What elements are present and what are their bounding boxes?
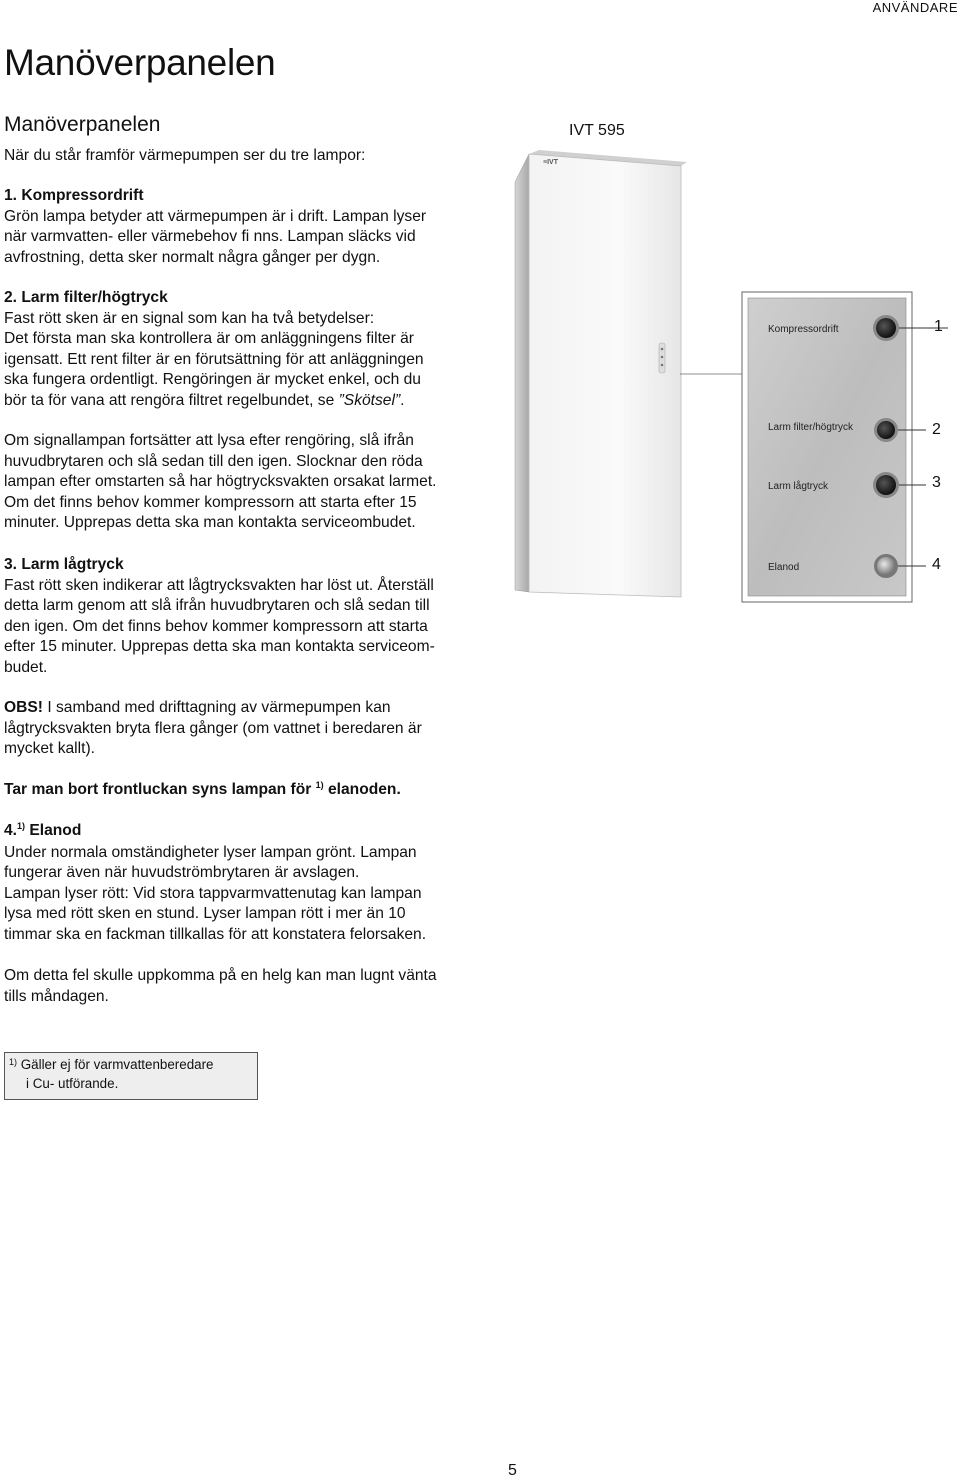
- item-heading: 2. Larm filter/högtryck: [4, 289, 168, 306]
- intro-text: [4, 146, 484, 167]
- item-larm-filter: [4, 288, 484, 412]
- front-note-line: [4, 780, 484, 802]
- section-heading: Manöverpanelen: [4, 113, 161, 136]
- item-line: detta larm genom att slå ifrån huvudbrytaren och slå sedan till: [4, 597, 430, 615]
- item-line: budet.: [4, 658, 48, 676]
- callout-1: 1: [934, 318, 943, 335]
- item-line: Det första man ska kontrollera är om anläggningens filter är: [4, 330, 414, 348]
- lamp-dot-icon: [661, 364, 664, 367]
- footnote-line: [9, 1056, 253, 1075]
- obs-line: mycket kallt).: [4, 740, 95, 758]
- item-larm-filter-para2: [4, 431, 484, 534]
- footnote-marker: 1): [9, 1057, 18, 1067]
- item-line: timmar ska en fackman tillkallas för att konstatera felorsaken.: [4, 925, 427, 943]
- item-line: när varmvatten- eller värmebehov fi nns. Lampan släcks vid: [4, 228, 416, 246]
- item-line: Fast rött sken indikerar att lågtrycksvakten har löst ut. Återställ: [4, 576, 434, 594]
- item-larm-lagtryck: [4, 555, 484, 679]
- item-line: Om signallampan fortsätter att lysa efter rengöring, slå ifrån: [4, 432, 414, 449]
- panel-label-larm-lagtryck: Larm lågtryck: [768, 481, 829, 492]
- item-elanod: [4, 821, 484, 946]
- heat-pump-illustration: [505, 140, 695, 610]
- callout-3: 3: [932, 474, 941, 491]
- obs-text: I samband med drifttagning av värmepumpen kan: [42, 699, 391, 716]
- footnote-marker: 1): [17, 821, 26, 831]
- line-prefix: bör ta för vana att rengöra filtret regelbundet, se: [4, 391, 339, 409]
- page-title: Manöverpanelen: [4, 42, 276, 83]
- footnote-line: i Cu- utförande.: [26, 1076, 119, 1091]
- item-line: ska fungera ordentligt. Rengöringen är mycket enkel, och du: [4, 371, 421, 389]
- obs-line: [4, 698, 484, 719]
- page-number: 5: [508, 1462, 517, 1479]
- item-heading: 1. Kompressordrift: [4, 187, 144, 204]
- item-line: Under normala omständigheter lyser lampan grönt. Lampan: [4, 843, 417, 861]
- lamp-dot-icon: [661, 356, 664, 359]
- item-title: Elanod: [25, 822, 82, 839]
- lamp-dot-icon: [661, 348, 664, 351]
- callout-2: 2: [932, 421, 941, 438]
- item-line: lampan efter omstarten så har högtrycksvakten orsakat larmet.: [4, 473, 437, 491]
- footnote-box: [4, 1052, 258, 1100]
- item-line: igensatt. Ett rent filter är en förutsättning för att anläggningen: [4, 350, 424, 368]
- panel-label-larm-filter: Larm filter/högtryck: [768, 422, 854, 433]
- item-line: Om det finns behov kommer kompressorn att starta efter 15: [4, 493, 417, 511]
- model-label: IVT 595: [569, 122, 625, 139]
- footnote-marker: 1): [315, 780, 324, 790]
- item-heading: [4, 821, 484, 843]
- weekend-note: [4, 966, 484, 1007]
- panel-label-kompressordrift: Kompressordrift: [768, 324, 839, 335]
- item-line: den igen. Om det finns behov kommer kompressorn att starta: [4, 617, 428, 635]
- front-note-before: Tar man bort frontluckan syns lampan för: [4, 781, 316, 798]
- front-note-after: elanoden.: [323, 781, 401, 798]
- section-label: ANVÄNDARE: [872, 0, 958, 15]
- item-line: lysa med rött sken en stund. Lyser lampan rött i mer än 10: [4, 905, 406, 923]
- obs-line: lågtrycksvakten bryta flera gånger (om vattnet i beredaren är: [4, 719, 422, 737]
- item-line: efter 15 minuter. Upprepas detta ska man kontakta serviceom-: [4, 638, 435, 656]
- item-heading: 3. Larm lågtryck: [4, 556, 124, 573]
- front-note: [4, 780, 484, 802]
- panel-label-elanod: Elanod: [768, 562, 800, 573]
- obs-label: OBS!: [4, 699, 43, 716]
- item-line-with-ref: [4, 391, 484, 412]
- item-line: minuter. Upprepas detta ska man kontakta serviceombudet.: [4, 514, 416, 532]
- obs-note: [4, 698, 484, 760]
- control-panel-illustration: [680, 290, 958, 610]
- brand-logo: ≡IVT: [543, 159, 558, 166]
- intro-line: När du står framför värmepumpen ser du tre lampor:: [4, 147, 366, 164]
- footnote-text: Gäller ej för varmvattenberedare: [17, 1057, 214, 1072]
- item-line: Lampan lyser rött: Vid stora tappvarmvattenutag kan lampan: [4, 884, 422, 902]
- item-number: 4.: [4, 822, 18, 839]
- item-line: Fast rött sken är en signal som kan ha två betydelser:: [4, 309, 375, 327]
- note-line: Om detta fel skulle uppkomma på en helg kan man lugnt vänta: [4, 967, 437, 984]
- line-suffix: .: [400, 391, 405, 409]
- callout-4: 4: [932, 556, 941, 573]
- item-line: Grön lampa betyder att värmepumpen är i drift. Lampan lyser: [4, 207, 427, 225]
- item-line: huvudbrytaren och slå sedan till den igen. Slocknar den röda: [4, 452, 423, 470]
- note-line: tills måndagen.: [4, 987, 109, 1005]
- item-kompressordrift: [4, 186, 484, 268]
- item-line: avfrostning, detta sker normalt några gånger per dygn.: [4, 248, 381, 266]
- item-line: fungerar även när huvudströmbrytaren är avslagen.: [4, 864, 360, 882]
- skotsel-reference: ”Skötsel”: [338, 391, 401, 409]
